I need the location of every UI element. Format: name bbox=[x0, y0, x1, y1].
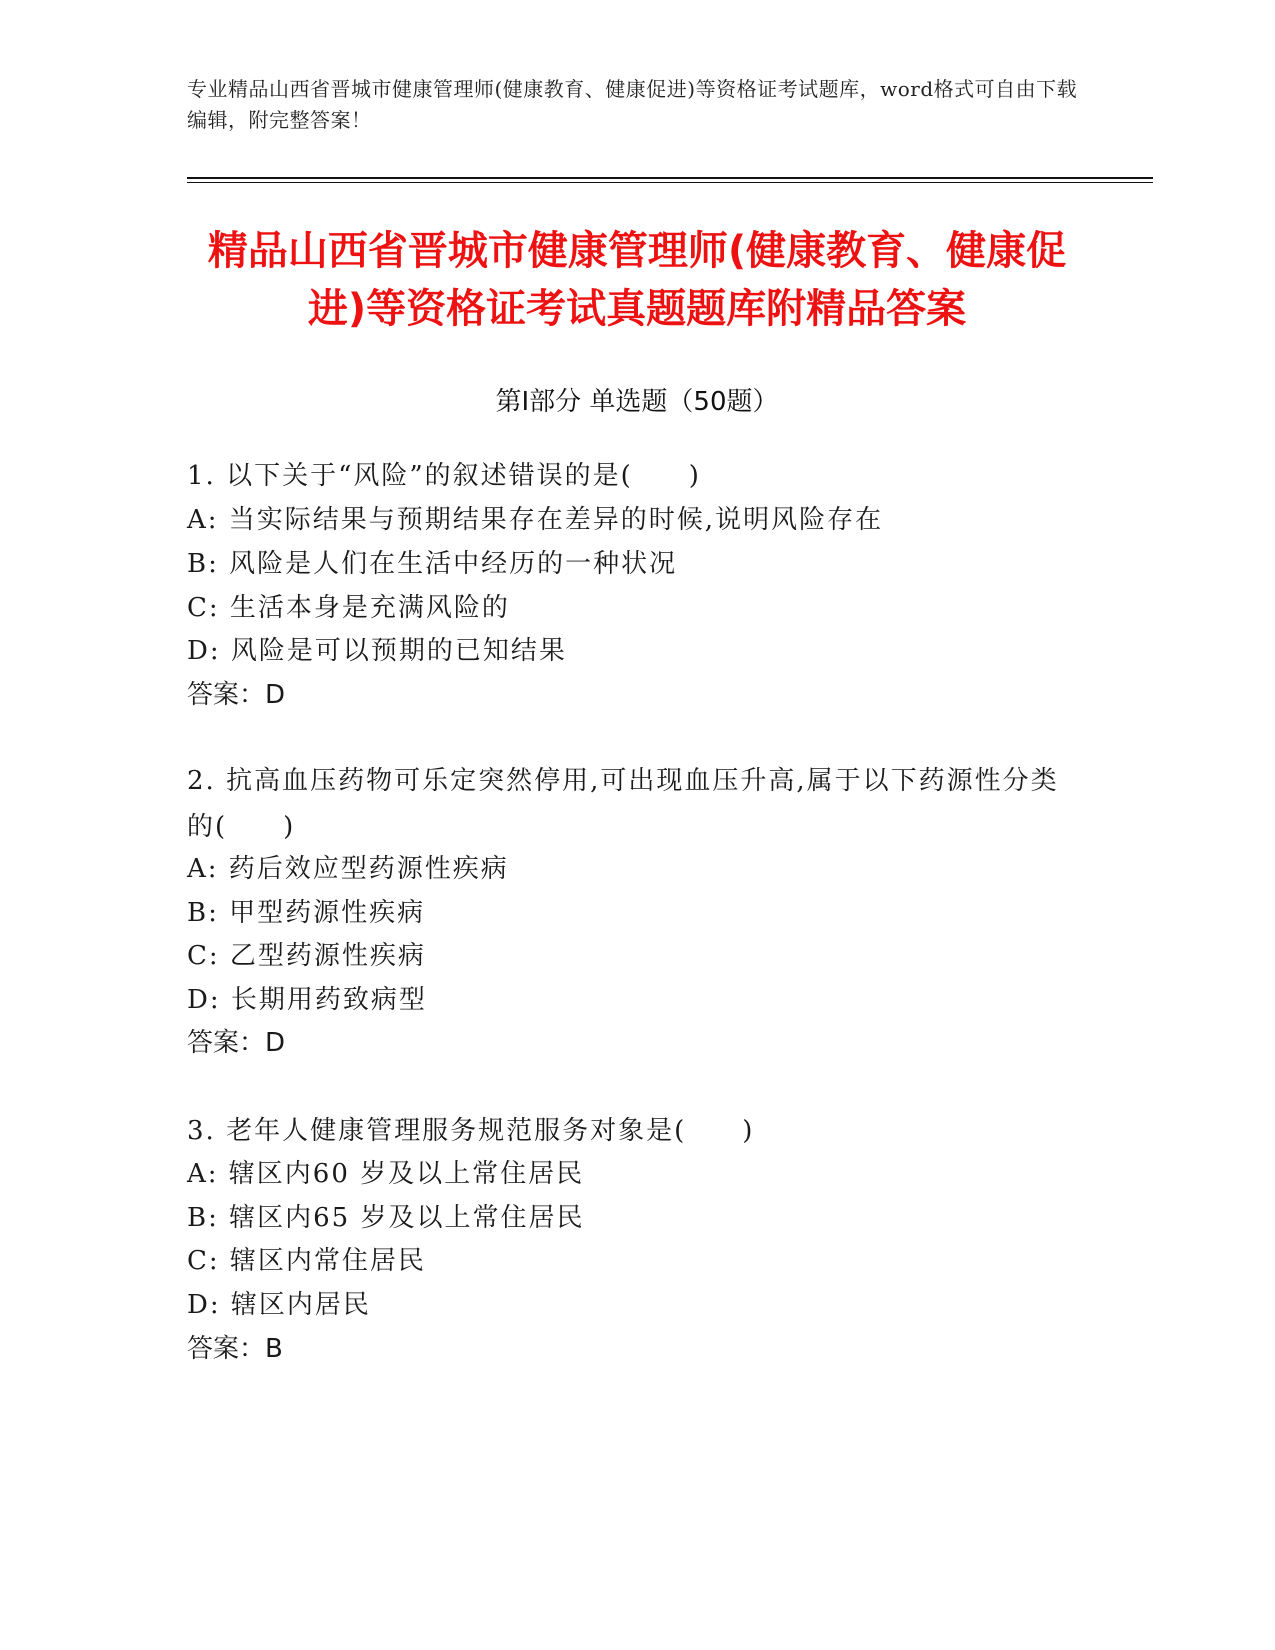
option-d: D: 长期用药致病型 bbox=[187, 985, 427, 1015]
option-b: B: 风险是人们在生活中经历的一种状况 bbox=[187, 549, 678, 579]
question-stem: 2. 抗高血压药物可乐定突然停用,可出现血压升高,属于以下药源性分类的( ) bbox=[187, 766, 1059, 842]
option-b: B: 辖区内65 岁及以上常住居民 bbox=[187, 1203, 585, 1233]
option-c: C: 辖区内常住居民 bbox=[187, 1246, 426, 1276]
question-stem: 3. 老年人健康管理服务规范服务对象是( ) bbox=[187, 1116, 755, 1146]
answer: 答案：D bbox=[187, 680, 286, 710]
option-b: B: 甲型药源性疾病 bbox=[187, 898, 426, 928]
option-a: A: 辖区内60 岁及以上常住居民 bbox=[187, 1159, 585, 1189]
option-a: A: 当实际结果与预期结果存在差异的时候,说明风险存在 bbox=[187, 505, 884, 535]
question-stem: 1. 以下关于“风险”的叙述错误的是( ) bbox=[187, 461, 701, 491]
answer: 答案：B bbox=[187, 1334, 283, 1364]
option-a: A: 药后效应型药源性疾病 bbox=[187, 854, 509, 884]
option-c: C: 乙型药源性疾病 bbox=[187, 941, 426, 971]
document-title: 精品山西省晋城市健康管理师(健康教育、健康促进)等资格证考试真题题库附精品答案 bbox=[207, 228, 1067, 332]
option-d: D: 风险是可以预期的已知结果 bbox=[187, 636, 567, 666]
header-divider-thick bbox=[187, 177, 1153, 179]
option-d: D: 辖区内居民 bbox=[187, 1290, 371, 1320]
section-title: 第Ⅰ部分 单选题（50题） bbox=[495, 387, 779, 417]
header-note: 专业精品山西省晋城市健康管理师(健康教育、健康促进)等资格证考试题库，word格式可自由下载编辑，附完整答案！ bbox=[187, 77, 1078, 132]
option-c: C: 生活本身是充满风险的 bbox=[187, 593, 510, 623]
header-divider-thin bbox=[187, 182, 1153, 183]
answer: 答案：D bbox=[187, 1028, 286, 1058]
